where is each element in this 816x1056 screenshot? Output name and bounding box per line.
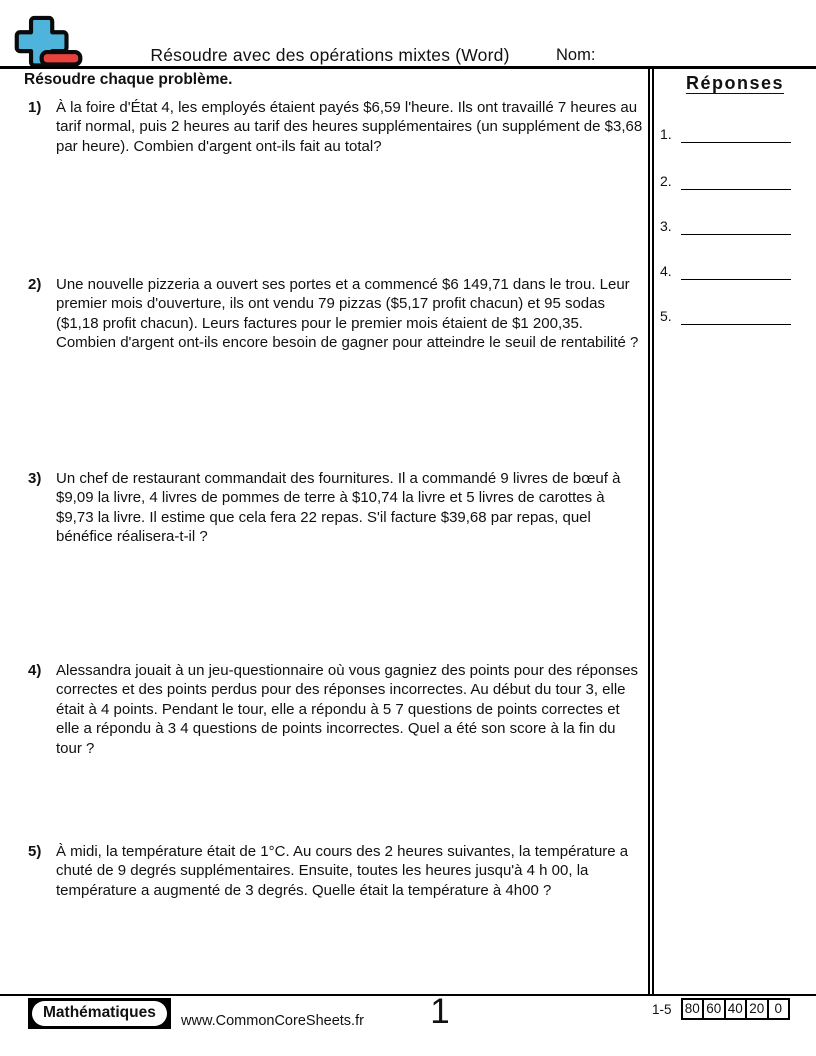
answers-panel — [654, 69, 816, 994]
footer — [0, 992, 816, 1056]
problem-item-4 — [28, 661, 644, 758]
worksheet-title: Résoudre avec des opérations mixtes (Word) — [150, 45, 510, 65]
answer-row-4 — [660, 262, 791, 280]
page-number: 1 — [430, 992, 450, 1031]
score-range-label: 1-5 — [651, 1001, 672, 1017]
instructions: Résoudre chaque problème. — [24, 71, 233, 88]
score-table — [652, 998, 790, 1020]
score-cell: 60 — [702, 1000, 724, 1018]
score-cell: 0 — [767, 1000, 789, 1018]
problem-text: Un chef de restaurant commandait des fournitures. Il a commandé 9 livres de bœuf à $9,09 la livre, 4 livres de pommes de terre à $10,74 la livre et 5 livres de carottes à $9,73 la livre. Il estime que cela fera 22 repas. S'il facture $39,68 par repas, quel bénéfice réalisera-t-il ? — [56, 470, 621, 546]
answer-blank-3[interactable] — [681, 217, 791, 235]
score-cell: 20 — [745, 1000, 767, 1018]
problem-item-5 — [28, 842, 644, 900]
problem-number: 4) — [28, 662, 42, 679]
problem-number: 5) — [28, 843, 42, 860]
content-area — [0, 69, 816, 994]
brand-badge — [28, 998, 171, 1029]
answer-row-3 — [660, 217, 791, 235]
problem-number: 1) — [28, 99, 42, 116]
plus-minus-logo-icon — [14, 14, 84, 68]
answer-row-2 — [660, 172, 791, 190]
answer-number: 5. — [660, 308, 672, 324]
score-cell: 80 — [684, 1001, 700, 1016]
problem-text: À la foire d'État 4, les employés étaient payés $6,59 l'heure. Ils ont travaillé 7 heures au tarif normal, puis 2 heures au tarif des heures supplémentaires (un supplément de $3,68 par heure). Combien d'argent ont-ils fait au total? — [56, 99, 643, 155]
problem-text: Alessandra jouait à un jeu-questionnaire où vous gagniez des points pour des réponses correctes et des points perdus pour des réponses incorrectes. Au début du tour 3, elle était à 4 points. Pendant le tour, elle a répondu à 5 7 questions de points correctes et elle a répondu à 3 4 questions de points incorrectes. Quel a été son score à la fin du tour ? — [56, 662, 639, 757]
answer-number: 4. — [660, 263, 672, 279]
answer-blank-4[interactable] — [681, 262, 791, 280]
problems-area — [0, 69, 648, 994]
problem-number: 3) — [28, 470, 42, 487]
answer-number: 1. — [660, 126, 672, 142]
problem-item-2 — [28, 275, 644, 353]
answer-number: 2. — [660, 173, 672, 189]
answer-row-1 — [660, 125, 791, 143]
answer-blank-1[interactable] — [681, 125, 791, 143]
answers-title: Réponses — [685, 73, 785, 93]
answer-number: 3. — [660, 218, 672, 234]
answer-blank-5[interactable] — [681, 307, 791, 325]
score-cells — [681, 998, 791, 1020]
brand-badge-label: Mathématiques — [32, 1001, 167, 1026]
score-cell: 40 — [724, 1000, 746, 1018]
website-link: www.CommonCoreSheets.fr — [181, 1013, 364, 1029]
problem-text: Une nouvelle pizzeria a ouvert ses portes et a commencé $6 149,71 dans le trou. Leur premier mois d'ouverture, ils ont vendu 79 pizzas ($5,17 profit chacun) et 95 sodas ($1,18 profit chacun). Leurs factures pour le premier mois étaient de $1 200,35. Combien d'argent ont-ils encore besoin de gagner pour atteindre le seuil de rentabilité ? — [56, 276, 639, 352]
problem-item-3 — [28, 469, 644, 547]
answer-blank-2[interactable] — [681, 172, 791, 190]
problem-text: À midi, la température était de 1°C. Au cours des 2 heures suivantes, la température a chuté de 9 degrés supplémentaires. Ensuite, toutes les heures jusqu'à 4 h 00, la température a augmenté de 3 degrés. Quelle était la température à 4h00 ? — [56, 843, 629, 899]
problem-item-1 — [28, 98, 644, 156]
problem-number: 2) — [28, 276, 42, 293]
name-label: Nom: — [556, 46, 596, 64]
answer-row-5 — [660, 307, 791, 325]
